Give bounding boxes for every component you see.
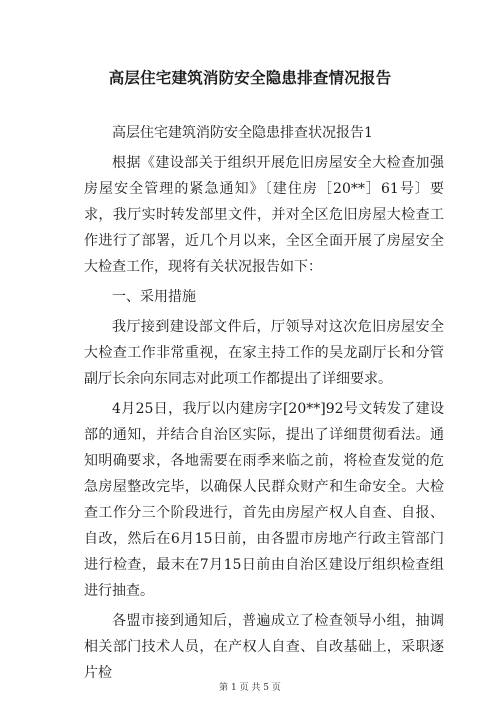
page-number-footer: 第 1 页 共 5 页 — [219, 683, 281, 693]
measures-paragraph-2: 4月25日，我厅以内建房字[20**]92号文转发了建设部的通知，并结合自治区实际，提出了详细贯彻看法。通知明确要求，各地需要在雨季来临之前，将检查发觉的危急房屋整改完毕，以确保人民群众财产和生命安全。大检查工作分三个阶段进行，首先由房屋产权人自查、自报、自改，然后在6月15日前，由各盟市房地产行政主管部门进行检查，最末在7月15日前由自治区建设厅组织检查组进行抽查。 — [84, 401, 444, 599]
document-title: 高层住宅建筑消防安全隐患排查情况报告 — [108, 69, 392, 87]
document-body — [84, 120, 444, 690]
intro-paragraph: 根据《建设部关于组织开展危旧房屋安全大检查加强房屋安全管理的紧急通知》〔建住房［20**］61号〕要求，我厅实时转发部里文件，并对全区危旧房屋大检查工作进行了部署，近几个月以来，全区全面开展了房屋安全大检查工作，现将有关状况报告如下： — [84, 155, 444, 275]
report-subtitle: 高层住宅建筑消防安全隐患排查状况报告1 — [112, 125, 373, 141]
measures-paragraph-3: 各盟市接到通知后，普遍成立了检查领导小组，抽调相关部门技术人员，在产权人自查、自改基础上，采职逐片检 — [84, 613, 444, 681]
section-heading-measures: 一、采用措施 — [112, 289, 196, 305]
measures-paragraph-1: 我厅接到建设部文件后，厅领导对这次危旧房屋安全大检查工作非常重视，在家主持工作的吴龙副厅长和分管副厅长余向东同志对此项工作都提出了详细要求。 — [84, 319, 444, 387]
